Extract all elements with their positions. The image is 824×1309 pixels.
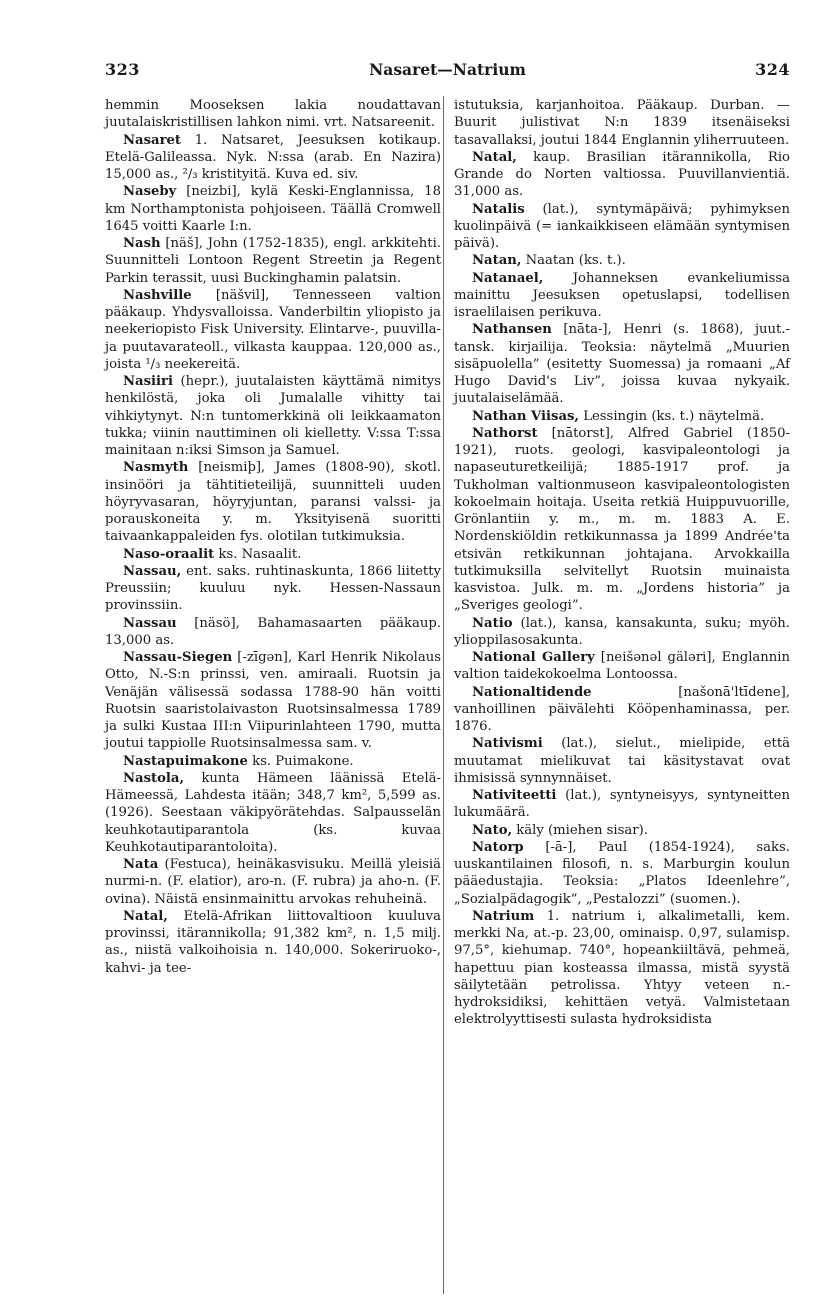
entry-headword: Nassau-Siegen <box>123 650 233 665</box>
dictionary-entry <box>454 252 790 269</box>
dictionary-entry <box>105 97 441 132</box>
entry-text: Lessingin (ks. t.) näytelmä. <box>583 408 765 424</box>
running-title: Nasaret—Natrium <box>369 60 526 79</box>
dictionary-entry <box>454 908 790 1029</box>
entry-headword: Natio <box>472 615 513 631</box>
entry-headword: Nasiiri <box>123 374 174 389</box>
entry-headword: Nastola, <box>123 770 185 786</box>
entry-text: [nātorst], Alfred Gabriel (1850-1921), ruots. geologi, kasvipaleontologi ja napaseuturetkeilijä; 1885-1917 prof. ja Tukholman valtionmuseon kasvipaleontologisten kokoelmain hoitaja. Useita retkiä Huippuvuorille, Grönlantiin y. m., m. m. 1883 A. E. Nordenskiöldin retkikunnassa ja 1899 Andrée'ta etsivän retkikunnan johtajana. Arvokkailla tutkimuksilla selvitellyt Ruotsin muinaista kasvistoa. Julk. m. m. „Jordens historia” ja „Sveriges geologi”. <box>454 425 790 614</box>
dictionary-entry <box>454 201 790 253</box>
dictionary-entry <box>105 615 441 650</box>
entry-text: [neišənəl gäləri], Englannin valtion taidekokoelma Lontoossa. <box>454 650 790 683</box>
entry-text: [našonā'ltīdene], vanhoillinen päivälehti Kööpenhaminassa, per. 1876. <box>454 684 790 734</box>
dictionary-entry <box>454 684 790 736</box>
dictionary-entry <box>105 373 441 459</box>
dictionary-entry <box>454 822 790 839</box>
entry-text: (hepr.), juutalaisten käyttämä nimitys henkilöstä, joka oli Jumalalle vihitty tai vihkiytynyt. N:n tuntomerkkinä oli leikkaamaton tukka; viinin nauttiminen oli kielletty. V:ssa T:ssa mainitaan n:iksi Simson ja Samuel. <box>105 374 441 458</box>
dictionary-entry <box>454 735 790 787</box>
entry-text: Etelä-Afrikan liittovaltioon kuuluva provinssi, itärannikolla; 91,382 km², n. 1,5 milj. as., niistä valkoihoisia n. 140,000. Sokeriruoko-, kahvi- ja tee- <box>105 908 441 976</box>
entry-headword: Natan, <box>472 253 522 269</box>
entry-text: (lat.), syntymäpäivä; pyhimyksen kuolinpäivä (= iankaikkiseen elämään syntymisen päivä). <box>454 201 790 251</box>
dictionary-entry <box>105 856 441 908</box>
entry-headword: Nato, <box>472 822 513 838</box>
entry-headword: Natorp <box>472 839 524 855</box>
entry-text: [näšvil], Tennesseen valtion pääkaup. Yhdysvalloissa. Vanderbiltin yliopisto ja neekeriopisto Fisk University. Elintarve-, puuvilla- ja puutavarateoll., vilkasta kauppaa. 120,000 as., joista ¹/₃ neekereitä. <box>105 287 441 372</box>
entry-headword: Nassau, <box>123 563 182 579</box>
entry-headword: Nathorst <box>472 425 538 441</box>
dictionary-entry <box>105 459 441 545</box>
dictionary-entry <box>454 408 790 425</box>
entry-text: hemmin Mooseksen lakia noudattavan juutalaiskristillisen lahkon nimi. vrt. Natsareenit. <box>105 98 441 131</box>
entry-text: ent. saks. ruhtinaskunta, 1866 liitetty Preussiin; kuuluu nyk. Hessen-Nassaun provinssiin. <box>105 563 441 614</box>
dictionary-entry <box>105 235 441 287</box>
entry-text: [-zīgən], Karl Henrik Nikolaus Otto, N.-S:n prinssi, ven. amiraali. Ruotsin ja Venäjän välisessä sodassa 1788-90 hän voitti Ruotsin saaristolaivaston Ruotsinsalmessa 1789 ja sulki Kustaa III:n Viipurinlahteen 1790, mutta joutui tappiolle Ruotsinsalmessa sam. v. <box>105 650 441 752</box>
entry-headword: Nasaret <box>123 132 181 148</box>
entry-text: [nāta-], Henri (s. 1868), juut.-tansk. kirjailija. Teoksia: näytelmä „Muurien sisäpuolella” (esitetty Suomessa) ja romaani „Af Hugo David's Liv”, joissa kuvaa nykyaik. juutalaiselämää. <box>454 322 790 407</box>
entry-headword: Nata <box>123 857 159 872</box>
entry-headword: Naseby <box>123 184 177 200</box>
entry-headword: Nativiteetti <box>472 788 557 803</box>
entry-text: käly (miehen sisar). <box>516 822 648 838</box>
entry-headword: Nasmyth <box>123 460 189 476</box>
dictionary-entry <box>105 546 441 563</box>
dictionary-entry <box>454 425 790 615</box>
entry-text: kunta Hämeen läänissä Etelä-Hämeessä, Lahdesta itään; 348,7 km², 5,599 as. (1926). Seestaan väkipyörätehdas. Salpausselän keuhkotautiparantola (ks. kuvaa Keuhkotautiparantoloita). <box>105 770 441 855</box>
entry-headword: Nassau <box>123 615 177 631</box>
entry-headword: Nash <box>123 236 161 251</box>
dictionary-entry <box>105 770 441 856</box>
dictionary-entry <box>105 753 441 770</box>
entry-headword: Nastapuimakone <box>123 753 248 769</box>
entry-headword: Nativismi <box>472 736 543 752</box>
dictionary-entry <box>105 132 441 184</box>
entry-text: (lat.), kansa, kansakunta, suku; myöh. ylioppilasosakunta. <box>454 615 790 648</box>
page-number-right: 324 <box>755 60 790 79</box>
entry-headword: Nathansen <box>472 322 552 338</box>
entry-text: [näsö], Bahamasaarten pääkaup. 13,000 as. <box>105 615 441 648</box>
dictionary-entry <box>454 615 790 650</box>
dictionary-entry <box>454 270 790 322</box>
entry-text: Naatan (ks. t.). <box>525 253 626 269</box>
entry-text: ks. Nasaalit. <box>218 546 302 562</box>
entry-text: (Festuca), heinäkasvisuku. Meillä yleisiä nurmi-n. (F. elatior), aro-n. (F. rubra) ja aho-n. (F. ovina). Näistä ensinmainittu arvokas rehuheinä. <box>105 857 441 907</box>
entry-headword: Natrium <box>472 908 535 924</box>
entry-text: Johanneksen evankeliumissa mainittu Jeesuksen opetuslapsi, todellisen israelilaisen perikuva. <box>454 270 790 320</box>
dictionary-entry <box>105 563 441 615</box>
entry-text: kaup. Brasilian itärannikolla, Rio Grande do Norten valtiossa. Puuvillanvientiä. 31,000 as. <box>454 149 790 200</box>
dictionary-entry <box>105 183 441 235</box>
entry-headword: Natal, <box>123 908 168 924</box>
entry-text: (lat.), sielut., mielipide, että muutamat mielikuvat tai käsitystavat ovat ihmisissä synnynnäiset. <box>454 736 790 786</box>
entry-headword: National Gallery <box>472 650 595 665</box>
dictionary-entry <box>454 149 790 201</box>
entry-text: [neizbi], kylä Keski-Englannissa, 18 km Northamptonista pohjoiseen. Täällä Cromwell 1645 voitti Kaarle I:n. <box>105 184 441 234</box>
dictionary-entry <box>454 97 790 149</box>
entry-headword: Natanael, <box>472 270 544 286</box>
entry-text: [-ā-], Paul (1854-1924), saks. uuskantilainen filosofi, n. s. Marburgin koulun pääedustajia. Teoksia: „Platos Ideenlehre”, „Sozialpädagogik”, „Pestalozzi” (suomen.). <box>454 839 790 907</box>
entry-headword: Naso-oraalit <box>123 546 215 562</box>
dictionary-entry <box>454 787 790 822</box>
entry-text: 1. Natsaret, Jeesuksen kotikaup. Etelä-Galileassa. Nyk. N:ssa (arab. En Nazira) 15,000 as., ²/₃ kristityitä. Kuva ed. siv. <box>105 132 441 182</box>
entry-headword: Nationaltidende <box>472 684 592 700</box>
right-column <box>454 97 790 1029</box>
entry-headword: Nashville <box>123 287 192 303</box>
dictionary-entry <box>105 649 441 753</box>
entry-text: (lat.), syntyneisyys, syntyneitten lukumäärä. <box>454 788 790 821</box>
entry-headword: Natal, <box>472 149 517 165</box>
entry-headword: Natalis <box>472 201 525 217</box>
dictionary-entry <box>454 649 790 684</box>
entry-headword: Nathan Viisas, <box>472 408 580 424</box>
dictionary-entry <box>105 287 441 373</box>
page-header <box>105 60 790 88</box>
dictionary-entry <box>454 321 790 407</box>
column-divider <box>443 96 444 1294</box>
entry-text: [neismiþ], James (1808-90), skotl. insinööri ja tähtitieteilijä, suunnitteli uuden höyryvasaran, höyryjuntan, paransi valssi- ja porauskoneita y. m. Yksityisenä suoritti taivaankappaleiden fys. olotilan tutkimuksia. <box>105 460 441 545</box>
dictionary-entry <box>454 839 790 908</box>
entry-text: istutuksia, karjanhoitoa. Pääkaup. Durban. — Buurit julistivat N:n 1839 itsenäiseksi tasavallaksi, joutui 1844 Englannin yliherruuteen. <box>454 98 790 148</box>
dictionary-entry <box>105 908 441 977</box>
entry-text: 1. natrium i, alkalimetalli, kem. merkki Na, at.-p. 23,00, ominaisp. 0,97, sulamisp. 97,5°, kiehumap. 740°, hopeankiiltävä, pehmeä, hapettuu pian kosteassa ilmassa, mistä syystä säilytetään petrolissa. Yhtyy veteen n.-hydroksidiksi, kehittäen vetyä. Valmistetaan elektrolyyttisesti sulasta hydroksidista <box>454 908 790 1028</box>
entry-text: ks. Puimakone. <box>252 753 354 769</box>
left-column <box>105 97 441 977</box>
entry-text: [näš], John (1752-1835), engl. arkkitehti. Suunnitteli Lontoon Regent Streetin ja Regent Parkin terassit, uusi Buckinghamin palatsin. <box>105 236 441 286</box>
page-number-left: 323 <box>105 60 140 79</box>
